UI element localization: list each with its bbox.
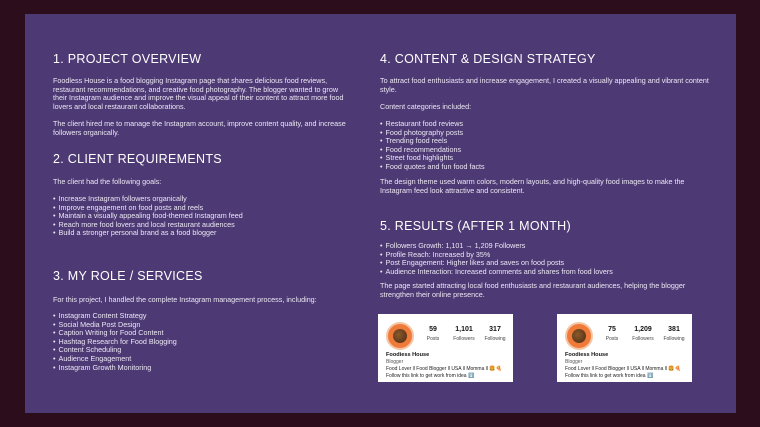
profile-name: Foodiess House bbox=[386, 352, 430, 358]
categories-list bbox=[380, 120, 485, 172]
requirements-intro: The client had the following goals: bbox=[53, 177, 162, 186]
list-item: • Food photography posts bbox=[380, 129, 485, 138]
role-services-heading: 3. MY ROLE / SERVICES bbox=[53, 269, 203, 283]
list-item: • Food quotes and fun food facts bbox=[380, 163, 485, 172]
list-item: • Instagram Growth Monitoring bbox=[53, 364, 177, 373]
posts-stat: 59 Posts bbox=[426, 326, 440, 342]
profile-link: Follow this link to get work from idea ⬇️ bbox=[386, 373, 475, 379]
profile-name: Foodiess House bbox=[565, 352, 609, 358]
list-item: • Audience Interaction: Increased comments and shares from food lovers bbox=[380, 268, 613, 277]
list-item: • Restaurant food reviews bbox=[380, 120, 485, 129]
profile-link: Follow this link to get work from idea ⬇️ bbox=[565, 373, 654, 379]
strategy-closing: The design theme used warm colors, modern layouts, and high-quality food images to make the Instagram feed look attractive and consistent. bbox=[380, 177, 685, 195]
list-item: • Hashtag Research for Food Blogging bbox=[53, 338, 177, 347]
list-item: • Content Scheduling bbox=[53, 346, 177, 355]
list-item: • Audience Engagement bbox=[53, 355, 177, 364]
followers-stat: 1,209 Followers bbox=[632, 326, 654, 342]
role-intro: For this project, I handled the complete Instagram management process, including: bbox=[53, 295, 317, 304]
project-overview-heading: 1. PROJECT OVERVIEW bbox=[53, 52, 202, 66]
requirements-list bbox=[53, 195, 243, 238]
avatar bbox=[386, 322, 414, 350]
list-item: • Increase Instagram followers organically bbox=[53, 195, 243, 204]
food-icon bbox=[572, 329, 586, 343]
profile-category: Blogger bbox=[386, 359, 404, 365]
list-item: • Maintain a visually appealing food-themed Instagram feed bbox=[53, 212, 243, 221]
client-requirements-heading: 2. CLIENT REQUIREMENTS bbox=[53, 152, 222, 166]
list-item: • Caption Writing for Food Content bbox=[53, 329, 177, 338]
list-item: • Street food highlights bbox=[380, 154, 485, 163]
profile-bio: Food Lover ll Food Blogger ll USA ll Momma ll 🍔🍕 bbox=[565, 366, 681, 372]
list-item: • Food recommendations bbox=[380, 146, 485, 155]
results-list bbox=[380, 242, 613, 276]
strategy-intro: To attract food enthusiasts and increase engagement, I created a visually appealing and vibrant content style. bbox=[380, 76, 709, 94]
instagram-profile-before bbox=[378, 314, 513, 382]
categories-label: Content categories included: bbox=[380, 102, 472, 111]
profile-category: Blogger bbox=[565, 359, 583, 365]
list-item: • Reach more food lovers and local restaurant audiences bbox=[53, 221, 243, 230]
list-item: • Post Engagement: Higher likes and saves on food posts bbox=[380, 259, 613, 268]
results-heading: 5. RESULTS (AFTER 1 MONTH) bbox=[380, 219, 571, 233]
food-icon bbox=[393, 329, 407, 343]
role-list bbox=[53, 312, 177, 372]
profile-bio: Food Lover ll Food Blogger ll USA ll Momma ll 🍔🍕 bbox=[386, 366, 502, 372]
list-item: • Profile Reach: Increased by 35% bbox=[380, 251, 613, 260]
list-item: • Instagram Content Strategy bbox=[53, 312, 177, 321]
content-strategy-heading: 4. CONTENT & DESIGN STRATEGY bbox=[380, 52, 596, 66]
case-study-panel bbox=[25, 14, 736, 413]
posts-stat: 75 Posts bbox=[605, 326, 619, 342]
results-closing: The page started attracting local food enthusiasts and restaurant audiences, helping the blogger strengthen their online presence. bbox=[380, 281, 686, 299]
followers-stat: 1,101 Followers bbox=[453, 326, 475, 342]
list-item: • Trending food reels bbox=[380, 137, 485, 146]
list-item: • Social Media Post Design bbox=[53, 321, 177, 330]
overview-paragraph-2: The client hired me to manage the Instagram account, improve content quality, and increase followers organically. bbox=[53, 119, 346, 137]
overview-paragraph: Foodless House is a food blogging Instagram page that shares delicious food reviews, restaurant recommendations, and creative food photography. The blogger wanted to grow their Instagram audience and improve the visual appeal of their content to attract more food lovers and local restaurant collaborations. bbox=[53, 76, 344, 111]
following-stat: 317 Following bbox=[484, 326, 506, 342]
instagram-profile-after bbox=[557, 314, 692, 382]
avatar bbox=[565, 322, 593, 350]
following-stat: 381 Following bbox=[663, 326, 685, 342]
list-item: • Followers Growth: 1,101 → 1,209 Followers bbox=[380, 242, 613, 251]
list-item: • Build a stronger personal brand as a food blogger bbox=[53, 229, 243, 238]
list-item: • Improve engagement on food posts and reels bbox=[53, 204, 243, 213]
